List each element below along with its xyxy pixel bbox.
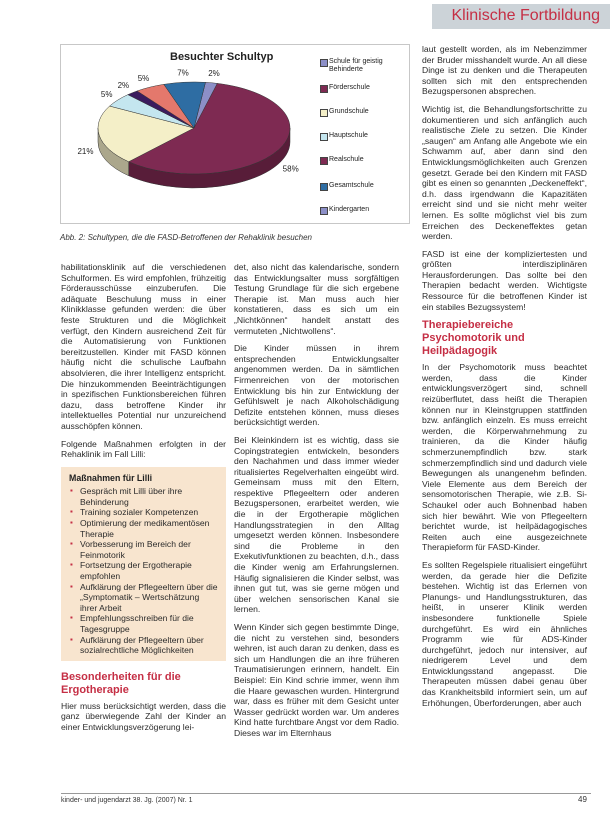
pie-slice-label: 21%: [77, 147, 94, 157]
list-item: ▪ Gespräch mit Lilli über ihre Behinderung: [80, 486, 218, 507]
legend-label: Realschule: [329, 156, 364, 163]
legend-swatch: [320, 207, 328, 215]
column-left: [61, 262, 226, 740]
figure-caption: Abb. 2: Schultypen, die die FASD-Betroffenen der Rehaklinik besuchen: [60, 233, 312, 242]
legend-swatch: [320, 183, 328, 191]
list-item: ▪ Optimierung der medikamentösen Therapie: [80, 518, 218, 539]
legend-swatch: [320, 109, 328, 117]
legend-swatch: [320, 59, 328, 67]
page-number: 49: [578, 795, 587, 804]
paragraph: Die Kinder müssen in ihrem entsprechenden Entwicklungsalter angenommen werden. Da in sämtlichen Firmenreichen von der motorischen Entwicklung bis hin zur Entwicklung der Gefühlswelt je nach Alkoholschädigung Defizite entstehen können, muss dieses berücksichtigt werden.: [234, 343, 399, 428]
legend-swatch: [320, 133, 328, 141]
section-heading: Therapiebereiche Psychomotorik und Heilpädagogik: [422, 319, 525, 358]
section-header: [432, 4, 610, 29]
pie-slice-label: 5%: [137, 74, 150, 84]
legend-label: Gesamtschule: [329, 182, 374, 189]
paragraph: Hier muss berücksichtigt werden, dass die ganz überwiegende Zahl der Kinder an einer Entwicklungsverzögerung lei-: [61, 700, 226, 732]
legend-label: Grundschule: [329, 108, 369, 115]
paragraph: det, also nicht das kalendarische, sondern das Entwicklungsalter muss sorgfältigen Testung Grundlage für die sich ergebene Therapie ist. Man muss auch hier konstatieren, dass es sich um ein „Nichtkönnen“ handelt anstatt des vermuteten „Nichtwollens“.: [234, 262, 399, 336]
measures-list: [69, 486, 218, 656]
measures-box: [61, 467, 226, 661]
column-right: [422, 44, 587, 715]
box-title: Maßnahmen für Lilli: [69, 472, 153, 483]
legend-label: Kindergarten: [329, 206, 370, 213]
footer-rule: [61, 793, 591, 794]
list-item: ▪ Training sozialer Kompetenzen: [80, 507, 218, 518]
journal-footer: kinder- und jugendarzt 38. Jg. (2007) Nr. 1: [61, 797, 193, 804]
pie-slice-label: 2%: [117, 81, 130, 91]
section-heading: Besonderheiten für die Ergotherapie: [61, 670, 181, 696]
paragraph: Es sollten Regelspiele ritualisiert eingeführt werden, da gerade hier die Defizite bestehen. Wichtig ist das Erlernen von Planungs- und Handlungsstrukturen, das heißt, in unserer Klinik werden insbesondere funktionelle Spiele durchgeführt. Es wird ein ähnliches Programm wie für ADS-Kinder durchgeführt, jedoch nur intensiver, auf niedrigerem Level und dem Entwicklungsstand angepasst. Die Therapeuten müssen dabei genau über das Krankheitsbild informiert sein, um auf Erhöhungen, Überforderungen, aber auch: [422, 559, 587, 708]
pie-chart: [64, 66, 324, 216]
legend-label: Förderschule: [329, 84, 370, 91]
pie-slice-label: 58%: [282, 164, 299, 174]
paragraph: Wichtig ist, die Behandlungsfortschritte zu dokumentieren und sich anfänglich auch realistische Ziele zu setzen. Die Kinder „saugen“ am Anfang alle Angebote wie ein Schwamm auf, aber dann sind den Entwicklungsmöglichkeiten auch Grenzen gesetzt. Gerade bei den Kindern mit FASD gibt es einen so genannten „Deckeneffekt“, d.h. dass irgendwann die Kapazitäten erreicht sind und sie nicht mehr weiter lernen. Es sollte möglichst viel bis zum Erreichen des Deckeneffektes getan werden.: [422, 103, 587, 242]
column-middle: [234, 262, 399, 746]
paragraph: Folgende Maßnahmen erfolgten in der Rehaklinik im Fall Lilli:: [61, 438, 226, 460]
pie-slice-label: 5%: [100, 89, 113, 99]
pie-slice-label: 2%: [208, 68, 220, 78]
paragraph: FASD ist eine der kompliziertesten und größten interdisziplinären Herausforderungen. Das sollte bei den Therapien bedacht werden. Wichtigste Ressource für die betroffenen Kinder ist ein stabiles Bezugssystem!: [422, 248, 587, 312]
list-item: ▪ Empfehlungsschreiben für die Tagesgruppe: [80, 613, 218, 634]
chart-title: Besuchter Schultyp: [170, 51, 274, 63]
legend-swatch: [320, 157, 328, 165]
pie-slice-label: 7%: [177, 68, 189, 78]
paragraph: In der Psychomotorik muss beachtet werden, dass die Kinder entwicklungsverzögert sind, schnell reizüberflutet, dass heißt die Therapien können nur in Kleinstgruppen stattfinden bzw. anfänglich einzeln. Es muss erreicht werden, die Körperwahrnehmung zu trainieren, da die Kinder häufig schmerzunempfindlich bzw. stark schmerzempfindlich sind und dadurch viele Bewegungen als unangenehm befinden. Viele Elemente aus dem Bereich der sensomotorischen Therapie, wie z.B. Si-Schaukel oder auch Bohnenbad haben sich hier bewährt. Wie von Pflegeeltern berichtet wurde, ist heilpädagogisches Reiten auch eine ausgezeichnete Therapieform für FASD-Kinder.: [422, 362, 587, 553]
paragraph: Wenn Kinder sich gegen bestimmte Dinge, die nicht zu verstehen sind, besonders wehren, ist auch daran zu denken, dass es sich um Handlungen die an ihre früheren Traumatisierungen erinnern, handelt. Ein Beispiel: Ein Kind schrie immer, wenn ihm die Haare gewaschen wurden. Hintergrund war, dass es früher mit dem Gesicht unter Wasser gedrückt worden war. Um anderes Kind hatte furchtbare Angst vor dem Radio. Dieses war im Elternhaus: [234, 622, 399, 738]
paragraph: laut gestellt worden, als im Nebenzimmer der Bruder misshandelt wurde. An all diese Dinge ist zu denken und die Therapeuten sollten sich mit den entsprechenden Bezugspersonen absprechen.: [422, 44, 587, 97]
list-item: ▪ Aufklärung der Pflegeeltern über sozialrechtliche Möglichkeiten: [80, 635, 218, 656]
section-label: Klinische Fortbildung: [451, 7, 600, 24]
legend-label: Schule für geistig Behinderte: [329, 58, 383, 73]
list-item: ▪ Fortsetzung der Ergotherapie empfohlen: [80, 560, 218, 581]
legend-swatch: [320, 85, 328, 93]
list-item: ▪ Vorbesserung im Bereich der Feinmotorik: [80, 539, 218, 560]
paragraph: habilitationsklinik auf die verschiedenen Schulformen. Es wird empfohlen, frühzeitig Förderausschüsse einzuberufen. Die adäquate Beschulung muss in einer Klinikklasse gefunden werden: die über feste Strukturen und die Möglichkeit verfügt, den Kindern ausreichend Zeit für die Automatisierung von Funktionen bereitzustellen. Kinder mit FASD können häufig nicht die schulische Laufbahn absolvieren, die ihrer Intelligenz entspricht. Die hinzukommenden Beeinträchtigungen in spezifischen Funktionsbereichen führen dazu, dass betroffene Kinder ihr intellektuelles Potential nur unzureichend ausschöpfen können.: [61, 262, 226, 431]
list-item: ▪ Aufklärung der Pflegeeltern über die „Symptomatik – Wertschätzung ihrer Arbeit: [80, 582, 218, 614]
legend-label: Hauptschule: [329, 132, 368, 139]
paragraph: Bei Kleinkindern ist es wichtig, dass sie Copingstrategien entwickeln, besonders den Nachahmen und dass immer wieder ritualisiertes Regelverhalten eingeübt wird. Gemeinsam muss mit den Eltern, respektive Pflegeeltern oder anderen Bezugspersonen, erarbeitet werden, wie die in der Ergotherapie möglichen Handlungsstrategien in den Alltag umgesetzt werden können. Insbesondere sind die Probleme in den Exekutivfunktionen zu beachten, d.h., dass die Kinder wenig am Erfahrungslernen. Häufig signalisieren die Kinder selbst, was ihnen gut tut, was sie gerne mögen und über welchen sensorischen Kanal sie lernen.: [234, 434, 399, 615]
